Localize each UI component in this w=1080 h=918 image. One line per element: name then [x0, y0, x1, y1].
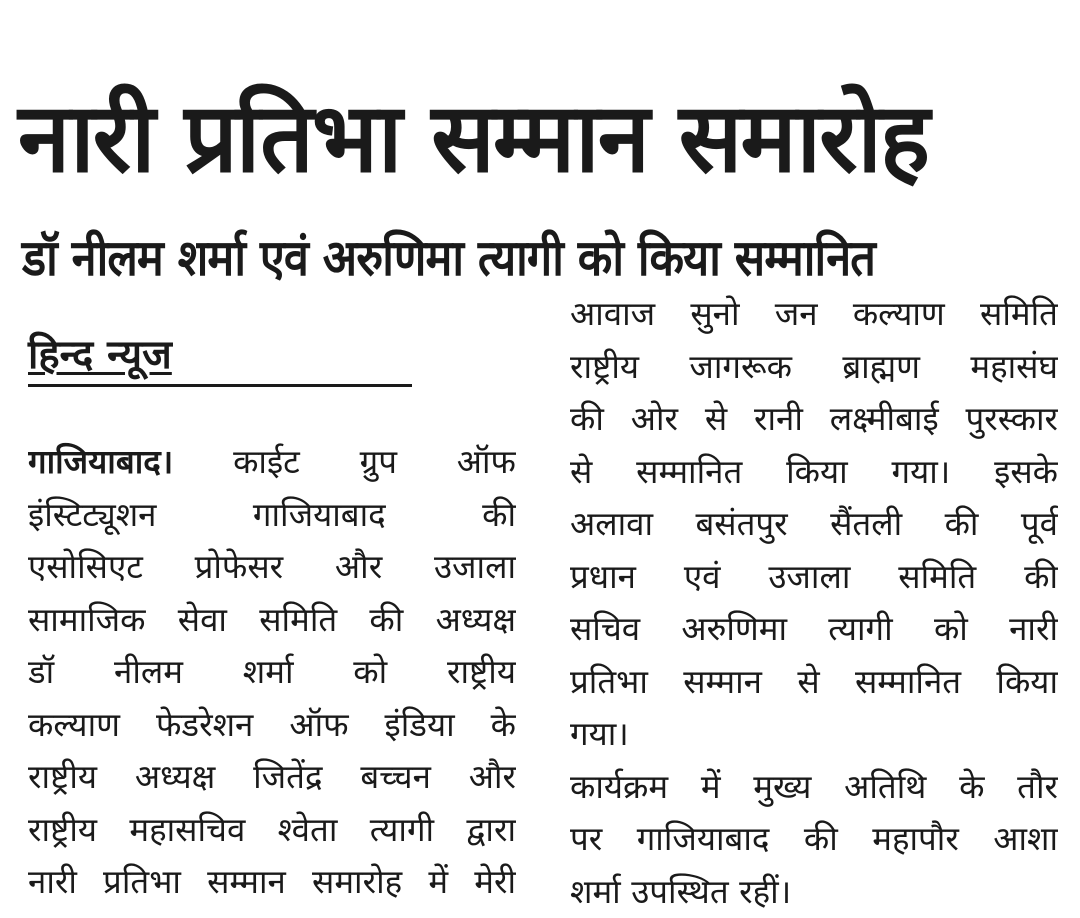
- article-line: एसोसिएट प्रोफेसर और उजाला: [28, 541, 516, 594]
- article-line: पर गाजियाबाद की महापौर आशा: [570, 813, 1058, 866]
- article-line: राष्ट्रीय अध्यक्ष जितेंद्र बच्चन और: [28, 751, 516, 804]
- byline-rule: [28, 328, 412, 387]
- article-line: सामाजिक सेवा समिति की अध्यक्ष: [28, 594, 516, 647]
- article-column-right: [570, 288, 1058, 918]
- article-line: डॉ नीलम शर्मा को राष्ट्रीय: [28, 646, 516, 699]
- article-line: [28, 436, 516, 489]
- dateline: गाजियाबाद।: [28, 442, 173, 481]
- article-line: राष्ट्रीय जागरूक ब्राह्मण महासंघ: [570, 341, 1058, 394]
- article-column-left: [28, 436, 516, 909]
- headline: नारी प्रतिभा सम्मान समारोह: [18, 78, 1045, 198]
- article-line: नारी प्रतिभा सम्मान समारोह में मेरी: [28, 856, 516, 909]
- article-line: आवाज सुनो जन कल्याण समिति: [570, 288, 1058, 341]
- article-line: से सम्मानित किया गया। इसके: [570, 446, 1058, 499]
- article-line: राष्ट्रीय महासचिव श्वेता त्यागी द्वारा: [28, 804, 516, 857]
- byline: हिन्द न्यूज: [28, 328, 412, 382]
- article-line: की ओर से रानी लक्ष्मीबाई पुरस्कार: [570, 393, 1058, 446]
- article-line: शर्मा उपस्थित रहीं।: [570, 866, 1058, 918]
- article-line: कल्याण फेडरेशन ऑफ इंडिया के: [28, 699, 516, 752]
- article-line-text: काईट ग्रुप ऑफ: [173, 442, 516, 481]
- article-line: प्रतिभा सम्मान से सम्मानित किया: [570, 656, 1058, 709]
- article-line: सचिव अरुणिमा त्यागी को नारी: [570, 603, 1058, 656]
- article-line: कार्यक्रम में मुख्य अतिथि के तौर: [570, 761, 1058, 814]
- article-line: इंस्टिट्यूशन गाजियाबाद की: [28, 489, 516, 542]
- article-line: प्रधान एवं उजाला समिति की: [570, 551, 1058, 604]
- article-line: अलावा बसंतपुर सैंतली की पूर्व: [570, 498, 1058, 551]
- article-line: गया।: [570, 708, 1058, 761]
- subheadline: डॉ नीलम शर्मा एवं अरुणिमा त्यागी को किया सम्मानित: [22, 220, 958, 296]
